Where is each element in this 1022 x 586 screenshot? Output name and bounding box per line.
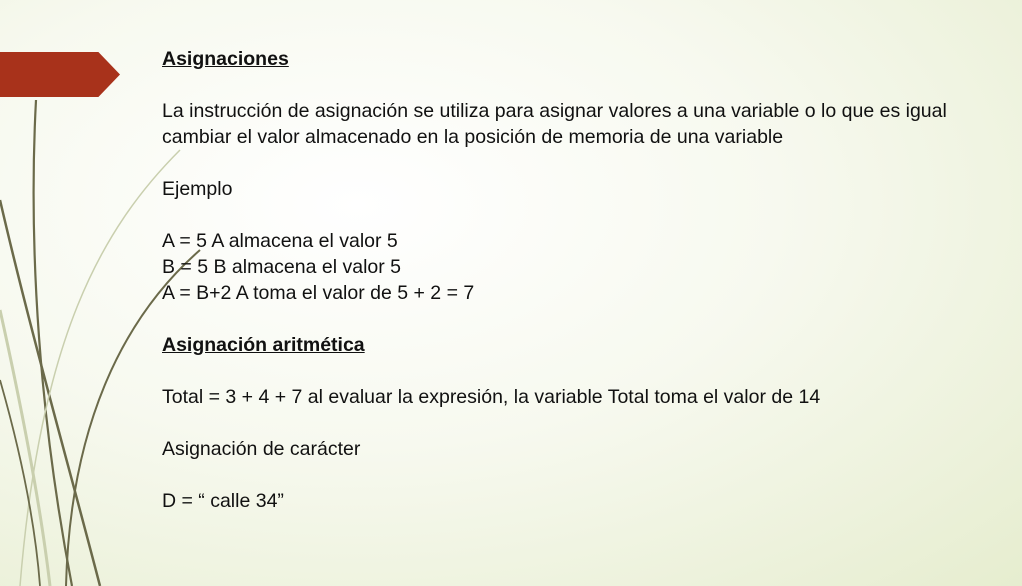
curve-light-1: [0, 310, 50, 586]
arithmetic-example: Total = 3 + 4 + 7 al evaluar la expresión, la variable Total toma el valor de 14: [162, 386, 821, 408]
paragraph-line-2: cambiar el valor almacenado en la posición de memoria de una variable: [162, 126, 784, 148]
example-line-1: A = 5 A almacena el valor 5: [162, 230, 398, 252]
heading-asignacion-aritmetica: Asignación aritmética: [162, 334, 365, 356]
character-example: D = “ calle 34”: [162, 490, 284, 512]
slide-content: [162, 46, 1002, 514]
character-assignment-label: Asignación de carácter: [162, 438, 361, 460]
heading-asignaciones: Asignaciones: [162, 48, 289, 70]
curve-light-2: [20, 150, 180, 586]
accent-arrow-banner: [0, 52, 120, 97]
example-label: Ejemplo: [162, 178, 233, 200]
example-line-2: B = 5 B almacena el valor 5: [162, 256, 402, 278]
example-line-3: A = B+2 A toma el valor de 5 + 2 = 7: [162, 282, 475, 304]
paragraph-line-1: La instrucción de asignación se utiliza para asignar valores a una variable o lo que es igual: [162, 100, 947, 122]
